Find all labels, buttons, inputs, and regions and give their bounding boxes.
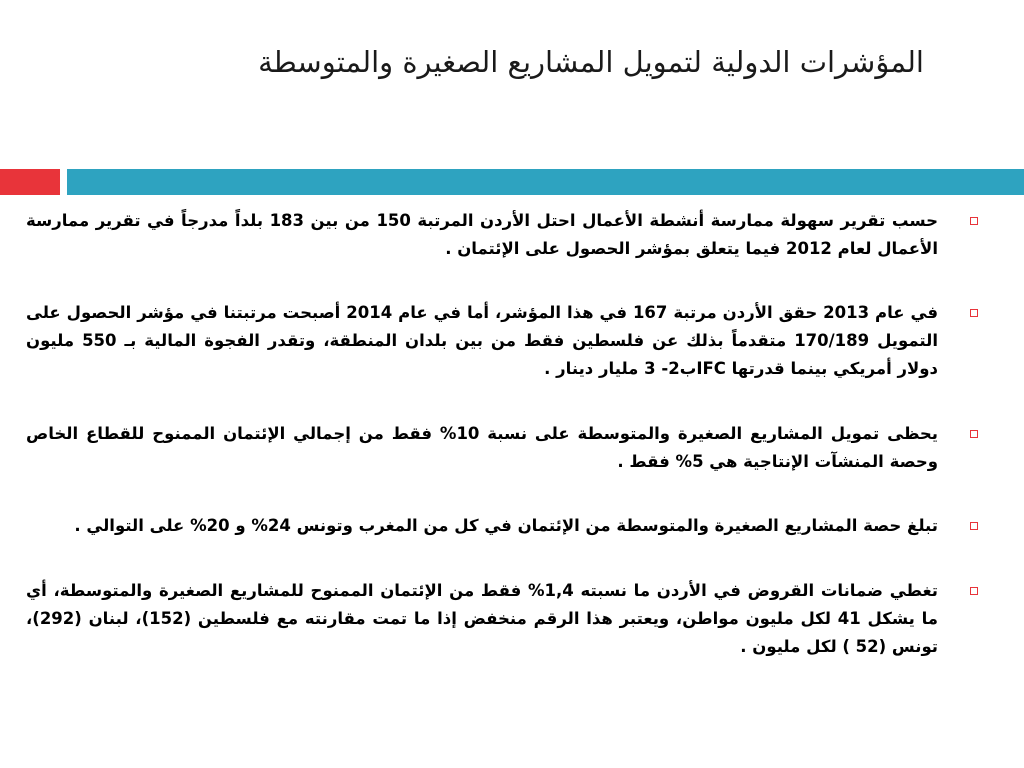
bullet-item-sme-credit-share: [26, 420, 978, 476]
hollow-square-icon: [970, 430, 978, 438]
bullet-text: يحظى تمويل المشاريع الصغيرة والمتوسطة على نسبة 10% فقط من إجمالي الإئتمان الممنوح للقطاع الخاص وحصة المنشآت الإنتاجية هي 5% فقط .: [26, 424, 938, 471]
hollow-square-icon: [970, 587, 978, 595]
bullet-text: تغطي ضمانات القروض في الأردن ما نسبته 1,4% فقط من الإئتمان الممنوح للمشاريع الصغيرة والمتوسطة، أي ما يشكل 41 لكل مليون مواطن، ويعتبر هذا الرقم منخفض إذا ما تمت مقارنته مع فلسطين (152)، لبنان (292)، تونس (52 ) لكل مليون .: [26, 581, 938, 656]
bullet-item-doing-business-2012: [26, 207, 978, 263]
bullet-text: حسب تقرير سهولة ممارسة أنشطة الأعمال احتل الأردن المرتبة 150 من بين 183 بلداً مدرجاً في تقرير ممارسة الأعمال لعام 2012 فيما يتعلق بمؤشر الحصول على الإئتمان .: [26, 211, 939, 258]
slide-title: المؤشرات الدولية لتمويل المشاريع الصغيرة والمتوسطة: [258, 45, 924, 79]
bullet-text: في عام 2013 حقق الأردن مرتبة 167 في هذا المؤشر، أما في عام 2014 أصبحت مرتبتنا في مؤشر الحصول على التمويل 170/189 متقدماً بذلك عن فلسطين فقط من بين بلدان المنطقة، وتقدر الفجوة المالية بـ 550 مليون دولار أمريكي بينما قدرتها IFCب2- 3 مليار دينار .: [26, 303, 939, 378]
header-divider-band: [0, 169, 1024, 195]
accent-band-red: [0, 169, 60, 195]
bullet-list: [26, 207, 978, 661]
hollow-square-icon: [970, 217, 978, 225]
bullet-text: تبلغ حصة المشاريع الصغيرة والمتوسطة من الإئتمان في كل من المغرب وتونس 24% و 20% على التوالي .: [74, 516, 938, 535]
bullet-item-morocco-tunisia: [26, 512, 978, 540]
hollow-square-icon: [970, 309, 978, 317]
hollow-square-icon: [970, 522, 978, 530]
bullet-item-ranking-2013-2014: [26, 299, 978, 383]
bullet-item-loan-guarantees: [26, 577, 978, 661]
accent-band-blue: [67, 169, 1024, 195]
